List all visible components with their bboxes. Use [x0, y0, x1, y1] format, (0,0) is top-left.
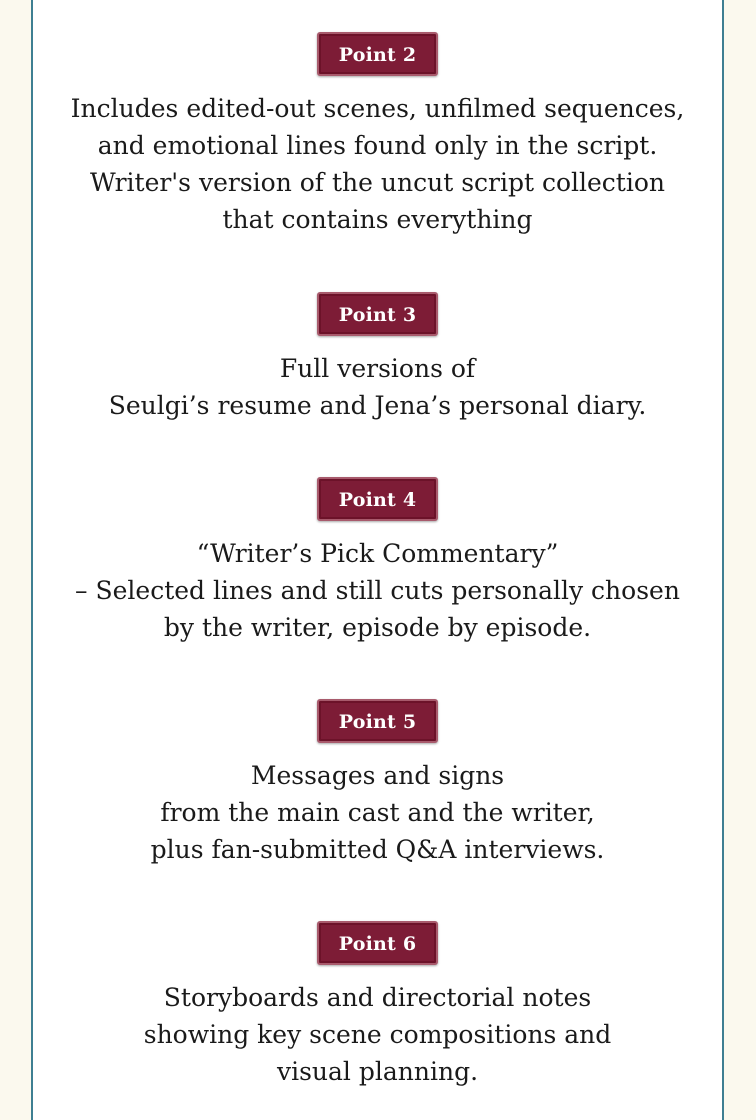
content-panel	[31, 0, 724, 1120]
point-2-line: Writer's version of the uncut script collection	[90, 168, 665, 197]
point-4-line: by the writer, episode by episode.	[163, 613, 592, 642]
point-4-badge: Point 4	[317, 477, 439, 521]
point-5-line: from the main cast and the writer,	[160, 798, 595, 827]
point-6-section	[33, 921, 722, 1090]
point-4-section	[33, 477, 722, 646]
point-5-badge: Point 5	[317, 699, 439, 743]
point-5-description	[33, 757, 722, 868]
point-3-badge: Point 3	[317, 292, 439, 336]
point-3-line: Full versions of	[279, 354, 476, 383]
point-6-line: Storyboards and directorial notes	[163, 983, 592, 1012]
point-2-line: Includes edited-out scenes, unfilmed sequences,	[70, 94, 685, 123]
point-2-section	[33, 32, 722, 238]
point-5-line: Messages and signs	[250, 761, 505, 790]
point-3-line: Seulgi’s resume and Jena’s personal diary.	[108, 391, 647, 420]
point-3-section	[33, 292, 722, 424]
point-4-line: “Writer’s Pick Commentary”	[196, 539, 559, 568]
point-4-description	[33, 535, 722, 646]
point-5-line: plus fan-submitted Q&A interviews.	[150, 835, 605, 864]
point-5-section	[33, 699, 722, 868]
point-4-line: – Selected lines and still cuts personally chosen	[75, 576, 680, 605]
point-6-line: visual planning.	[276, 1057, 479, 1086]
point-2-line: that contains everything	[222, 205, 533, 234]
point-2-line: and emotional lines found only in the script.	[97, 131, 658, 160]
point-2-badge: Point 2	[317, 32, 439, 76]
point-6-description	[33, 979, 722, 1090]
point-2-description	[33, 90, 722, 238]
point-6-badge: Point 6	[317, 921, 439, 965]
point-3-description	[33, 350, 722, 424]
point-6-line: showing key scene compositions and	[143, 1020, 612, 1049]
